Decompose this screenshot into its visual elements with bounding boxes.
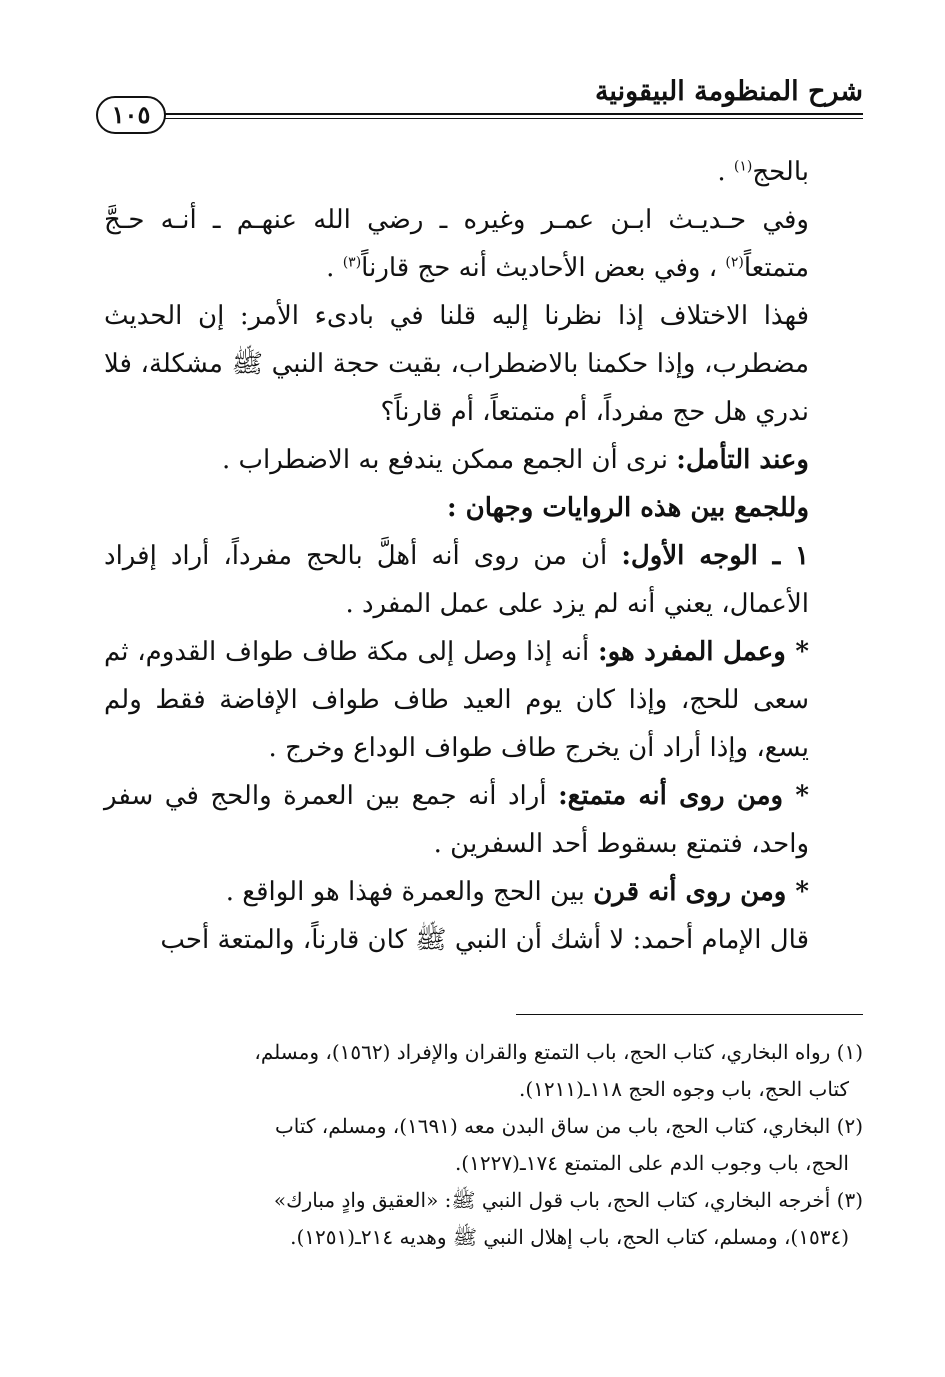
paragraph: [104, 436, 863, 484]
text: ، وفي بعض الأحاديث أنه حج قارناً: [361, 253, 726, 283]
main-text: [104, 148, 863, 964]
footnote-separator: [516, 1014, 863, 1015]
header-rule: [150, 113, 863, 119]
text: وفي حـديـث ابـن عمـر وغيره ـ رضي الله عنهـم ـ أنـه حـجَّ متمتعاً: [104, 205, 809, 283]
lead-term: وعند التأمل:: [676, 445, 809, 475]
footnote-2-continuation: الحج، باب وجوب الدم على المتمتع ١٧٤ـ(١٢٢٧).: [454, 1151, 849, 1175]
footnote-2: (٢) البخاري، كتاب الحج، باب من ساق البدن معه (١٦٩١)، ومسلم، كتاب: [274, 1114, 863, 1138]
footnote-3-continuation: (١٥٣٤)، ومسلم، كتاب الحج، باب إهلال النبي ﷺ وهديه ٢١٤ـ(١٢٥١).: [290, 1225, 849, 1249]
paragraph: [104, 772, 863, 868]
paragraph-continuation: [104, 148, 863, 196]
text: بالحج: [752, 157, 809, 187]
paragraph: قال الإمام أحمد: لا أشك أن النبي ﷺ كان قارناً، والمتعة أحب: [160, 925, 809, 955]
text: بين الحج والعمرة فهذا هو الواقع .: [225, 877, 594, 907]
text: .: [717, 157, 734, 187]
paragraph: [104, 868, 863, 916]
footnote-ref-1: (١): [733, 158, 753, 175]
text: أراد أنه جمع بين العمرة والحج في سفر واحد، فتمتع بسقوط أحد السفرين .: [104, 781, 809, 859]
paragraph: فهذا الاختلاف إذا نظرنا إليه قلنا في بادىء الأمر: إن الحديث مضطرب، وإذا حكمنا بالاضطراب، بقيت حجة النبي ﷺ مشكلة، فلا ندري هل حج مفرداً، أم متمتعاً، أم قارناً؟: [104, 301, 809, 427]
footnote-3: (٣) أخرجه البخاري، كتاب الحج، باب قول النبي ﷺ: «العقيق وادٍ مبارك»: [273, 1188, 863, 1212]
text: أن من روى أنه أهلَّ بالحج مفرداً، أراد إفراد الأعمال، يعني أنه لم يزد على عمل المفرد .: [104, 541, 809, 619]
lead-term: ١ ـ الوجه الأول:: [621, 541, 809, 571]
text: .: [326, 253, 343, 283]
footnote-ref-2: (٢): [725, 254, 744, 271]
footnote-1-continuation: كتاب الحج، باب وجوه الحج ١١٨ـ(١٢١١).: [518, 1077, 849, 1101]
paragraph: [104, 628, 863, 772]
lead-term: * ومن روى أنه قرن: [593, 877, 809, 907]
page-number: ١٠٥: [96, 96, 166, 134]
running-header-title: شرح المنظومة البيقونية: [594, 76, 863, 107]
paragraph: [104, 196, 863, 292]
footnote-ref-3: (٣): [342, 254, 362, 271]
footnotes: [104, 1034, 863, 1256]
paragraph: [104, 532, 863, 628]
text: أنه إذا وصل إلى مكة طاف طواف القدوم، ثم سعى للحج، وإذا كان يوم العيد طاف طواف الإفاضة فقط ولم يسع، وإذا أراد أن يخرج طاف طواف الوداع وخرج .: [104, 637, 809, 763]
footnote-1: (١) رواه البخاري، كتاب الحج، باب التمتع والقران والإفراد (١٥٦٢)، ومسلم،: [254, 1040, 863, 1064]
section-heading: وللجمع بين هذه الروايات وجهان :: [447, 493, 809, 523]
lead-term: * ومن روى أنه متمتع:: [558, 781, 809, 811]
lead-term: * وعمل المفرد هو:: [597, 637, 809, 667]
text: نرى أن الجمع ممكن يندفع به الاضطراب .: [222, 445, 677, 475]
